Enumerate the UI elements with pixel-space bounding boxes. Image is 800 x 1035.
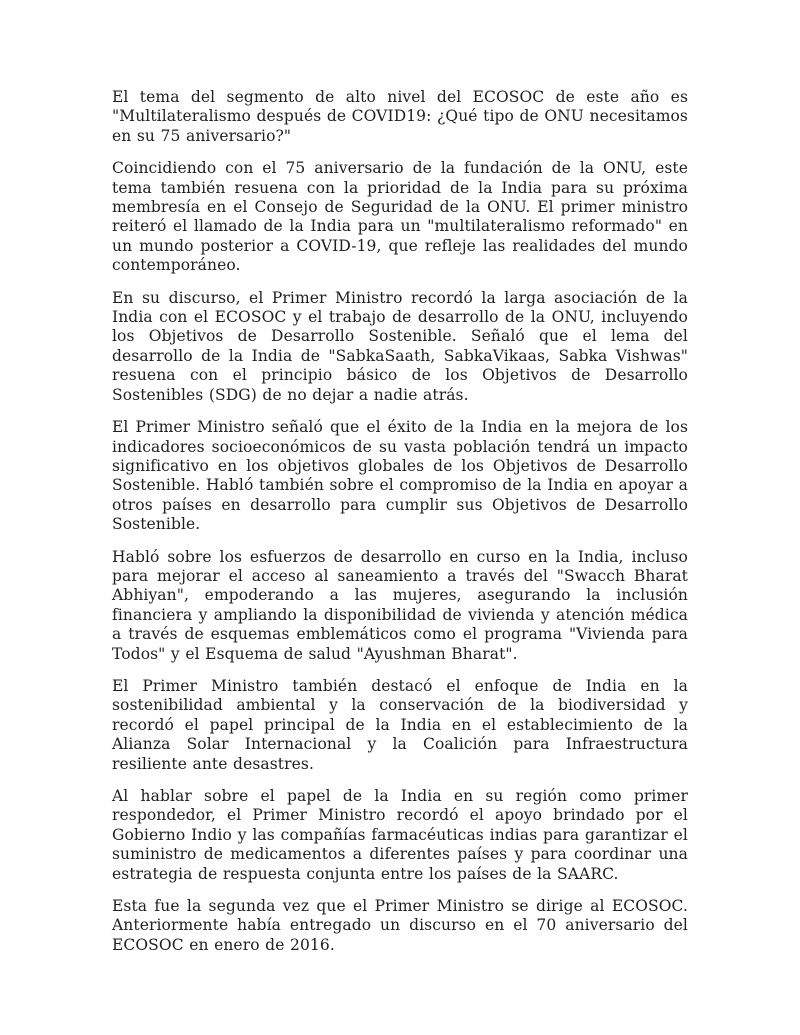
paragraph-theme-announcement: El tema del segmento de alto nivel del ECOSOC de este año es "Multilateralismo después de COVID19: ¿Qué tipo de ONU necesitamos en su 75 aniversario?" — [112, 88, 688, 145]
paragraph-development-efforts: Habló sobre los esfuerzos de desarrollo en curso en la India, incluso para mejorar el acceso al saneamiento a través del "Swacch Bharat Abhiyan", empoderando a las mujeres, asegurando la inclusión financiera y ampliando la disponibilidad de vivienda y atención médica a través de esquemas emblemáticos como el programa "Vivienda para Todos" y el Esquema de salud "Ayushman Bharat". — [112, 547, 688, 663]
paragraph-regional-role: Al hablar sobre el papel de la India en su región como primer respondedor, el Primer Ministro recordó el apoyo brindado por el Gobierno Indio y las compañías farmacéuticas indias para garantizar el suministro de medicamentos a diferentes países y para coordinar una estrategia de respuesta conjunta entre los países de la SAARC. — [112, 787, 688, 883]
paragraph-sustainability-focus: El Primer Ministro también destacó el enfoque de India en la sostenibilidad ambiental y la conservación de la biodiversidad y recordó el papel principal de la India en el establecimiento de la Alianza Solar Internacional y la Coalición para Infraestructura resiliente ante desastres. — [112, 676, 688, 773]
paragraph-second-address: Esta fue la segunda vez que el Primer Ministro se dirige al ECOSOC. Anteriormente había entregado un discurso en el 70 aniversario del ECOSOC en enero de 2016. — [112, 897, 688, 954]
paragraph-speech-association: En su discurso, el Primer Ministro recordó la larga asociación de la India con el ECOSOC y el trabajo de desarrollo de la ONU, incluyendo los Objetivos de Desarrollo Sostenible. Señaló que el lema del desarrollo de la India de "SabkaSaath, SabkaVikaas, Sabka Vishwas" resuena con el principio básico de los Objetivos de Desarrollo Sostenibles (SDG) de no dejar a nadie atrás. — [112, 288, 688, 404]
paragraph-socioeconomic-impact: El Primer Ministro señaló que el éxito de la India en la mejora de los indicadores socioeconómicos de su vasta población tendrá un impacto significativo en los objetivos globales de los Objetivos de Desarrollo Sostenible. Habló también sobre el compromiso de la India en apoyar a otros países en desarrollo para cumplir sus Objetivos de Desarrollo Sostenible. — [112, 418, 688, 534]
document-body — [112, 88, 688, 955]
paragraph-un-75th-anniversary: Coincidiendo con el 75 aniversario de la fundación de la ONU, este tema también resuena con la prioridad de la India para su próxima membresía en el Consejo de Seguridad de la ONU. El primer ministro reiteró el llamado de la India para un "multilateralismo reformado" en un mundo posterior a COVID-19, que refleje las realidades del mundo contemporáneo. — [112, 159, 688, 275]
